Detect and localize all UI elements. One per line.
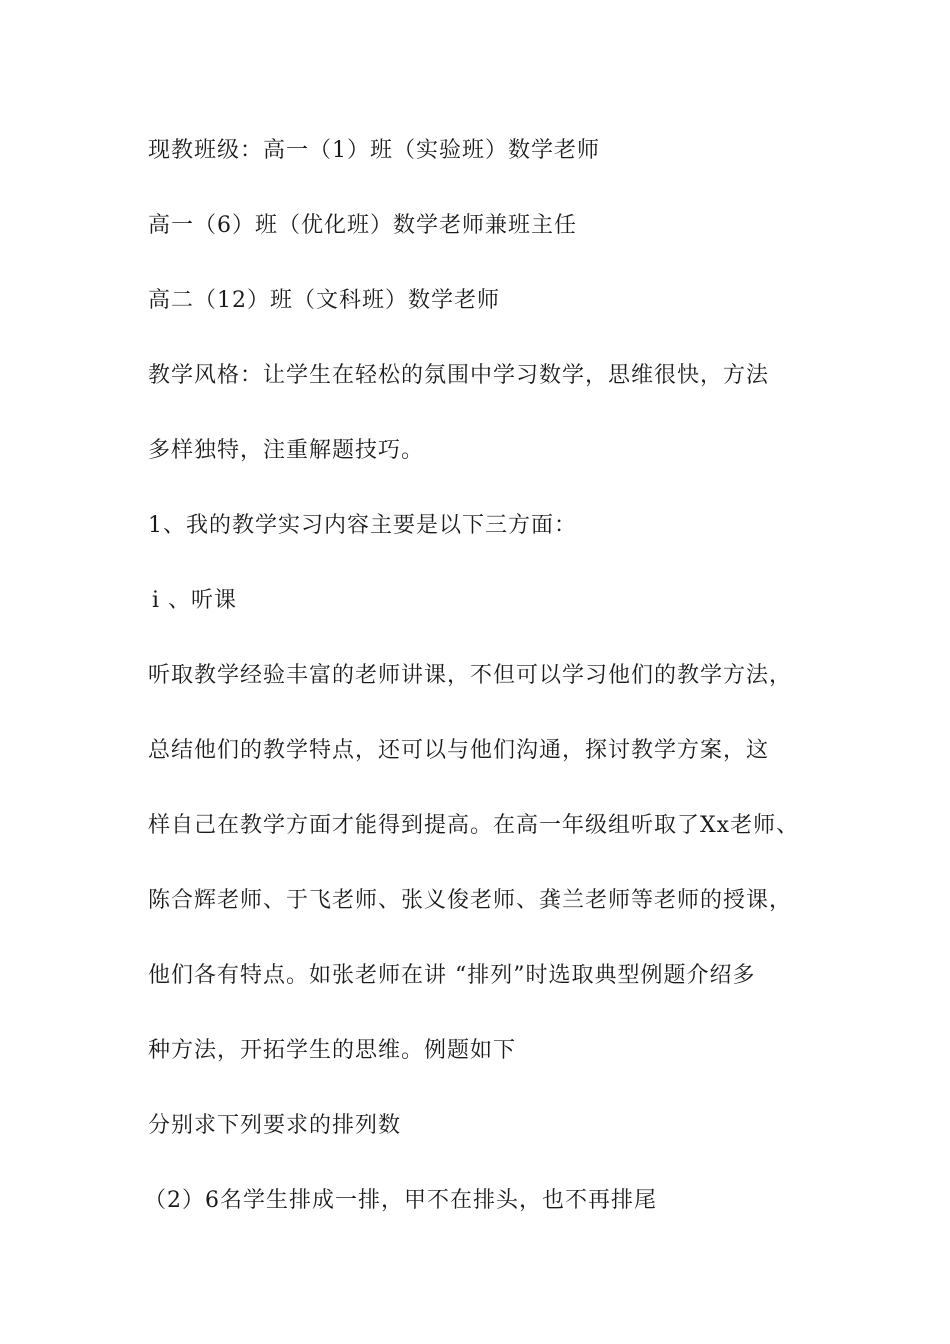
example-item-2: （2）6名学生排成一排，甲不在排头，也不再排尾 (144, 1188, 657, 1213)
paragraph-line-3: 样自己在教学方面才能得到提高。在高一年级组听取了Xx老师、 (148, 813, 800, 838)
teaching-style-line-1: 教学风格：让学生在轻松的氛围中学习数学，思维很快，方法 (148, 363, 770, 388)
paragraph-line-2: 总结他们的教学特点，还可以与他们沟通，探讨教学方案，这 (148, 738, 770, 763)
section-heading-1: 1、我的教学实习内容主要是以下三方面： (148, 513, 577, 538)
paragraph-line-5: 他们各有特点。如张老师在讲 “排列”时选取典型例题介绍多 (148, 963, 756, 988)
paragraph-line-6: 种方法，开拓学生的思维。例题如下 (148, 1038, 517, 1063)
subsection-heading-listening: i 、听课 (144, 588, 238, 613)
paragraph-line-1: 听取教学经验丰富的老师讲课，不但可以学习他们的教学方法， (148, 663, 793, 688)
class-12-line: 高二（12）班（文科班）数学老师 (148, 288, 500, 313)
example-heading: 分别求下列要求的排列数 (148, 1113, 402, 1138)
current-classes-line: 现教班级：高一（1）班（实验班）数学老师 (148, 138, 600, 163)
class-6-line: 高一（6）班（优化班）数学老师兼班主任 (148, 213, 577, 238)
teaching-style-line-2: 多样独特，注重解题技巧。 (148, 438, 425, 463)
paragraph-line-4: 陈合辉老师、于飞老师、张义俊老师、龚兰老师等老师的授课， (148, 888, 793, 913)
